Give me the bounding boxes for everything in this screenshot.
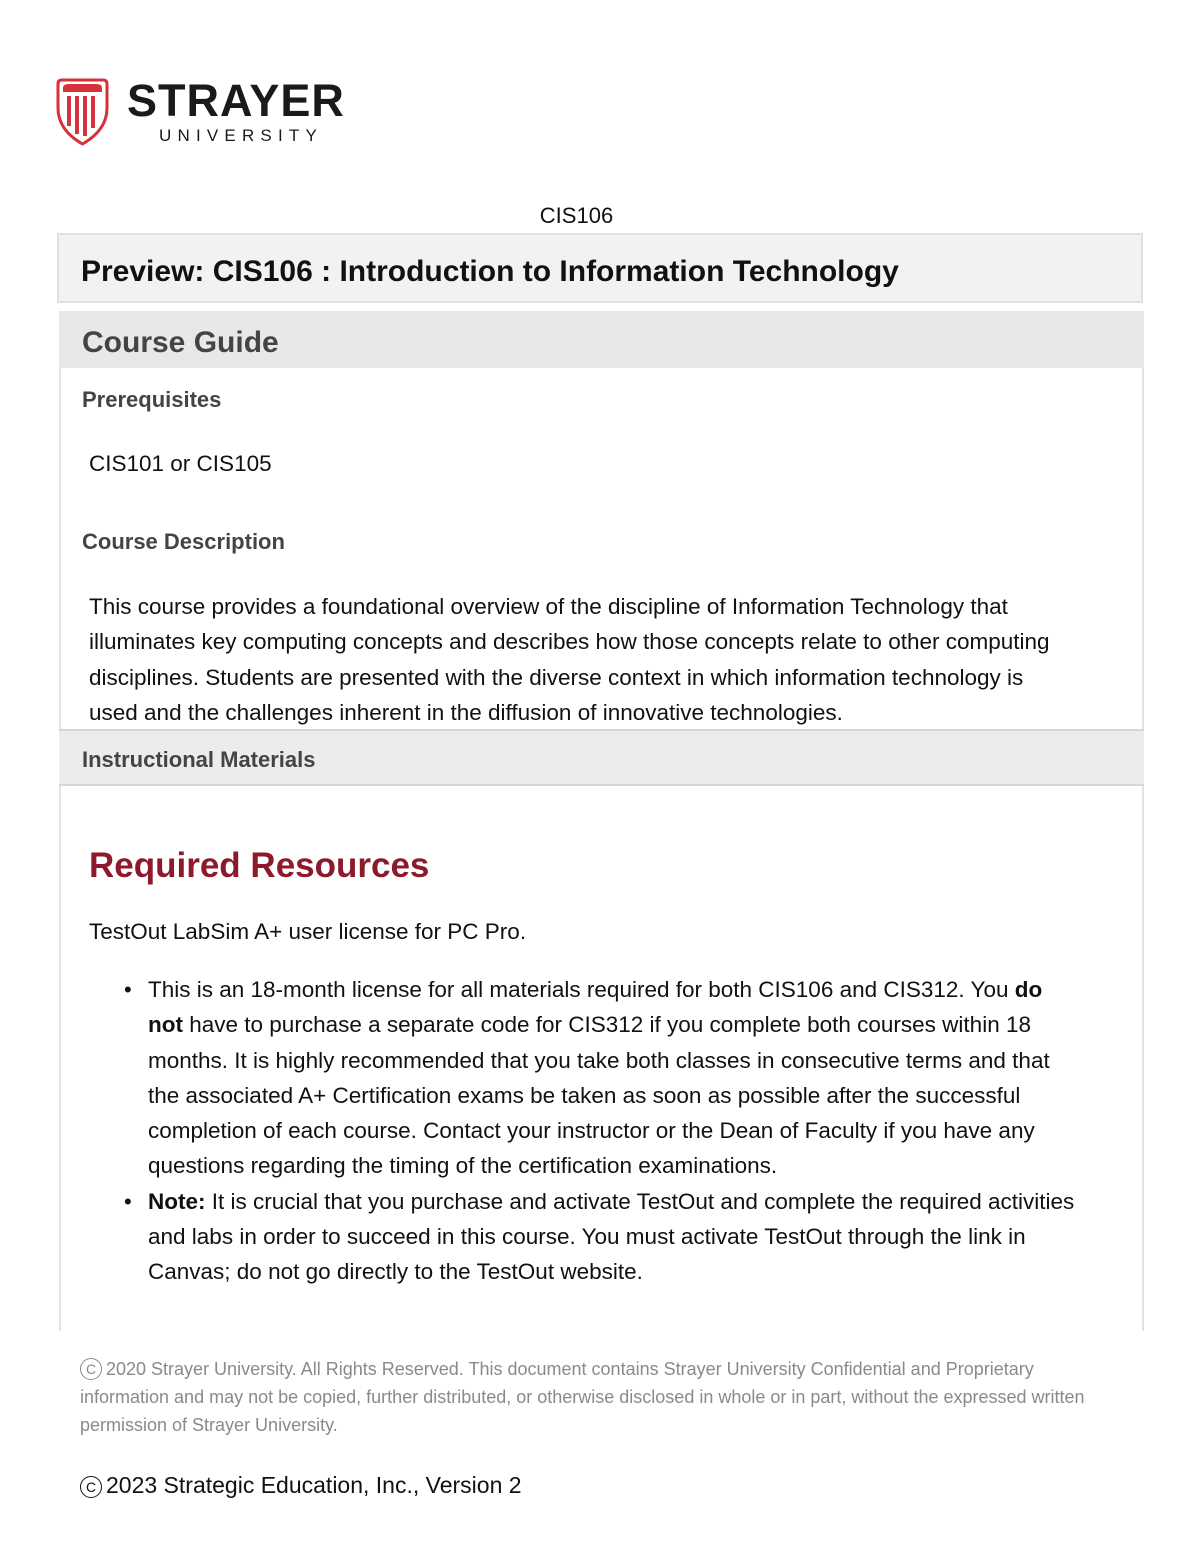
text-run: It is crucial that you purchase and activate TestOut and complete the required activities [205, 1188, 1075, 1214]
course-description-heading: Course Description [82, 529, 285, 554]
instructional-materials-header [59, 729, 1144, 786]
text-run: This is an 18-month license for all materials required for both CIS106 and CIS312. You [148, 977, 1015, 1002]
text-line: Canvas; do not go directly to the TestOut website. [148, 1259, 643, 1285]
bold-text: Note: [148, 1188, 206, 1214]
bold-text: do [1014, 977, 1043, 1002]
brand-subtitle: UNIVERSITY [159, 126, 324, 145]
text-line: the associated A+ Certification exams be taken as soon as possible after the successful [148, 1082, 1021, 1108]
text-line: questions regarding the timing of the certification examinations. [148, 1153, 778, 1179]
text-line: completion of each course. Contact your instructor or the Dean of Faculty if you have any [148, 1118, 1035, 1144]
text-line: and labs in order to succeed in this course. You must activate TestOut through the link in [148, 1224, 1026, 1250]
text-line: months. It is highly recommended that you take both classes in consecutive terms and that [148, 1047, 1050, 1073]
copyright-line: permission of Strayer University. [80, 1415, 338, 1435]
description-line: used and the challenges inherent in the diffusion of innovative technologies. [89, 699, 843, 725]
text-run: have to purchase a separate code for CIS312 if you complete both courses within 18 [182, 1012, 1031, 1038]
bold-text: not [148, 1012, 183, 1038]
course-guide-header [59, 311, 1144, 368]
version-text: 2023 Strategic Education, Inc., Version 2 [106, 1472, 522, 1498]
list-item [124, 972, 1118, 1184]
description-line: illuminates key computing concepts and describes how those concepts relate to other computing [89, 629, 1050, 655]
course-code: CIS106 [539, 203, 614, 228]
strayer-logo [55, 75, 365, 148]
resource-list [124, 972, 1118, 1290]
preview-header [57, 233, 1143, 303]
copyright-notice [80, 1355, 1140, 1439]
copyright-icon: C [80, 1476, 102, 1498]
required-resources-title: Required Resources [89, 846, 430, 885]
instructional-materials-title: Instructional Materials [82, 747, 316, 772]
course-guide-title: Course Guide [82, 326, 279, 359]
copyright-icon: C [80, 1358, 102, 1380]
shield-icon [55, 78, 110, 146]
copyright-line: information and may not be copied, further distributed, or otherwise disclosed in whole or in part, without the expressed written [80, 1387, 1085, 1407]
copyright-line: 2020 Strayer University. All Rights Reserved. This document contains Strayer University Confidential and Proprietary [106, 1359, 1034, 1379]
version-footer [80, 1470, 522, 1500]
description-line: This course provides a foundational overview of the discipline of Information Technology that [89, 594, 1008, 619]
page-title: Preview: CIS106 : Introduction to Information Technology [81, 255, 899, 288]
bullet-icon: • [124, 977, 132, 1002]
prerequisites-heading: Prerequisites [82, 387, 222, 412]
list-item [124, 1184, 1118, 1290]
brand-name: STRAYER [127, 75, 345, 126]
course-description [89, 589, 1099, 730]
license-text: TestOut LabSim A+ user license for PC Pro. [89, 919, 527, 944]
prerequisites-text: CIS101 or CIS105 [89, 451, 272, 476]
description-line: disciplines. Students are presented with the diverse context in which information technology is [89, 664, 1024, 690]
bullet-icon: • [124, 1188, 132, 1214]
